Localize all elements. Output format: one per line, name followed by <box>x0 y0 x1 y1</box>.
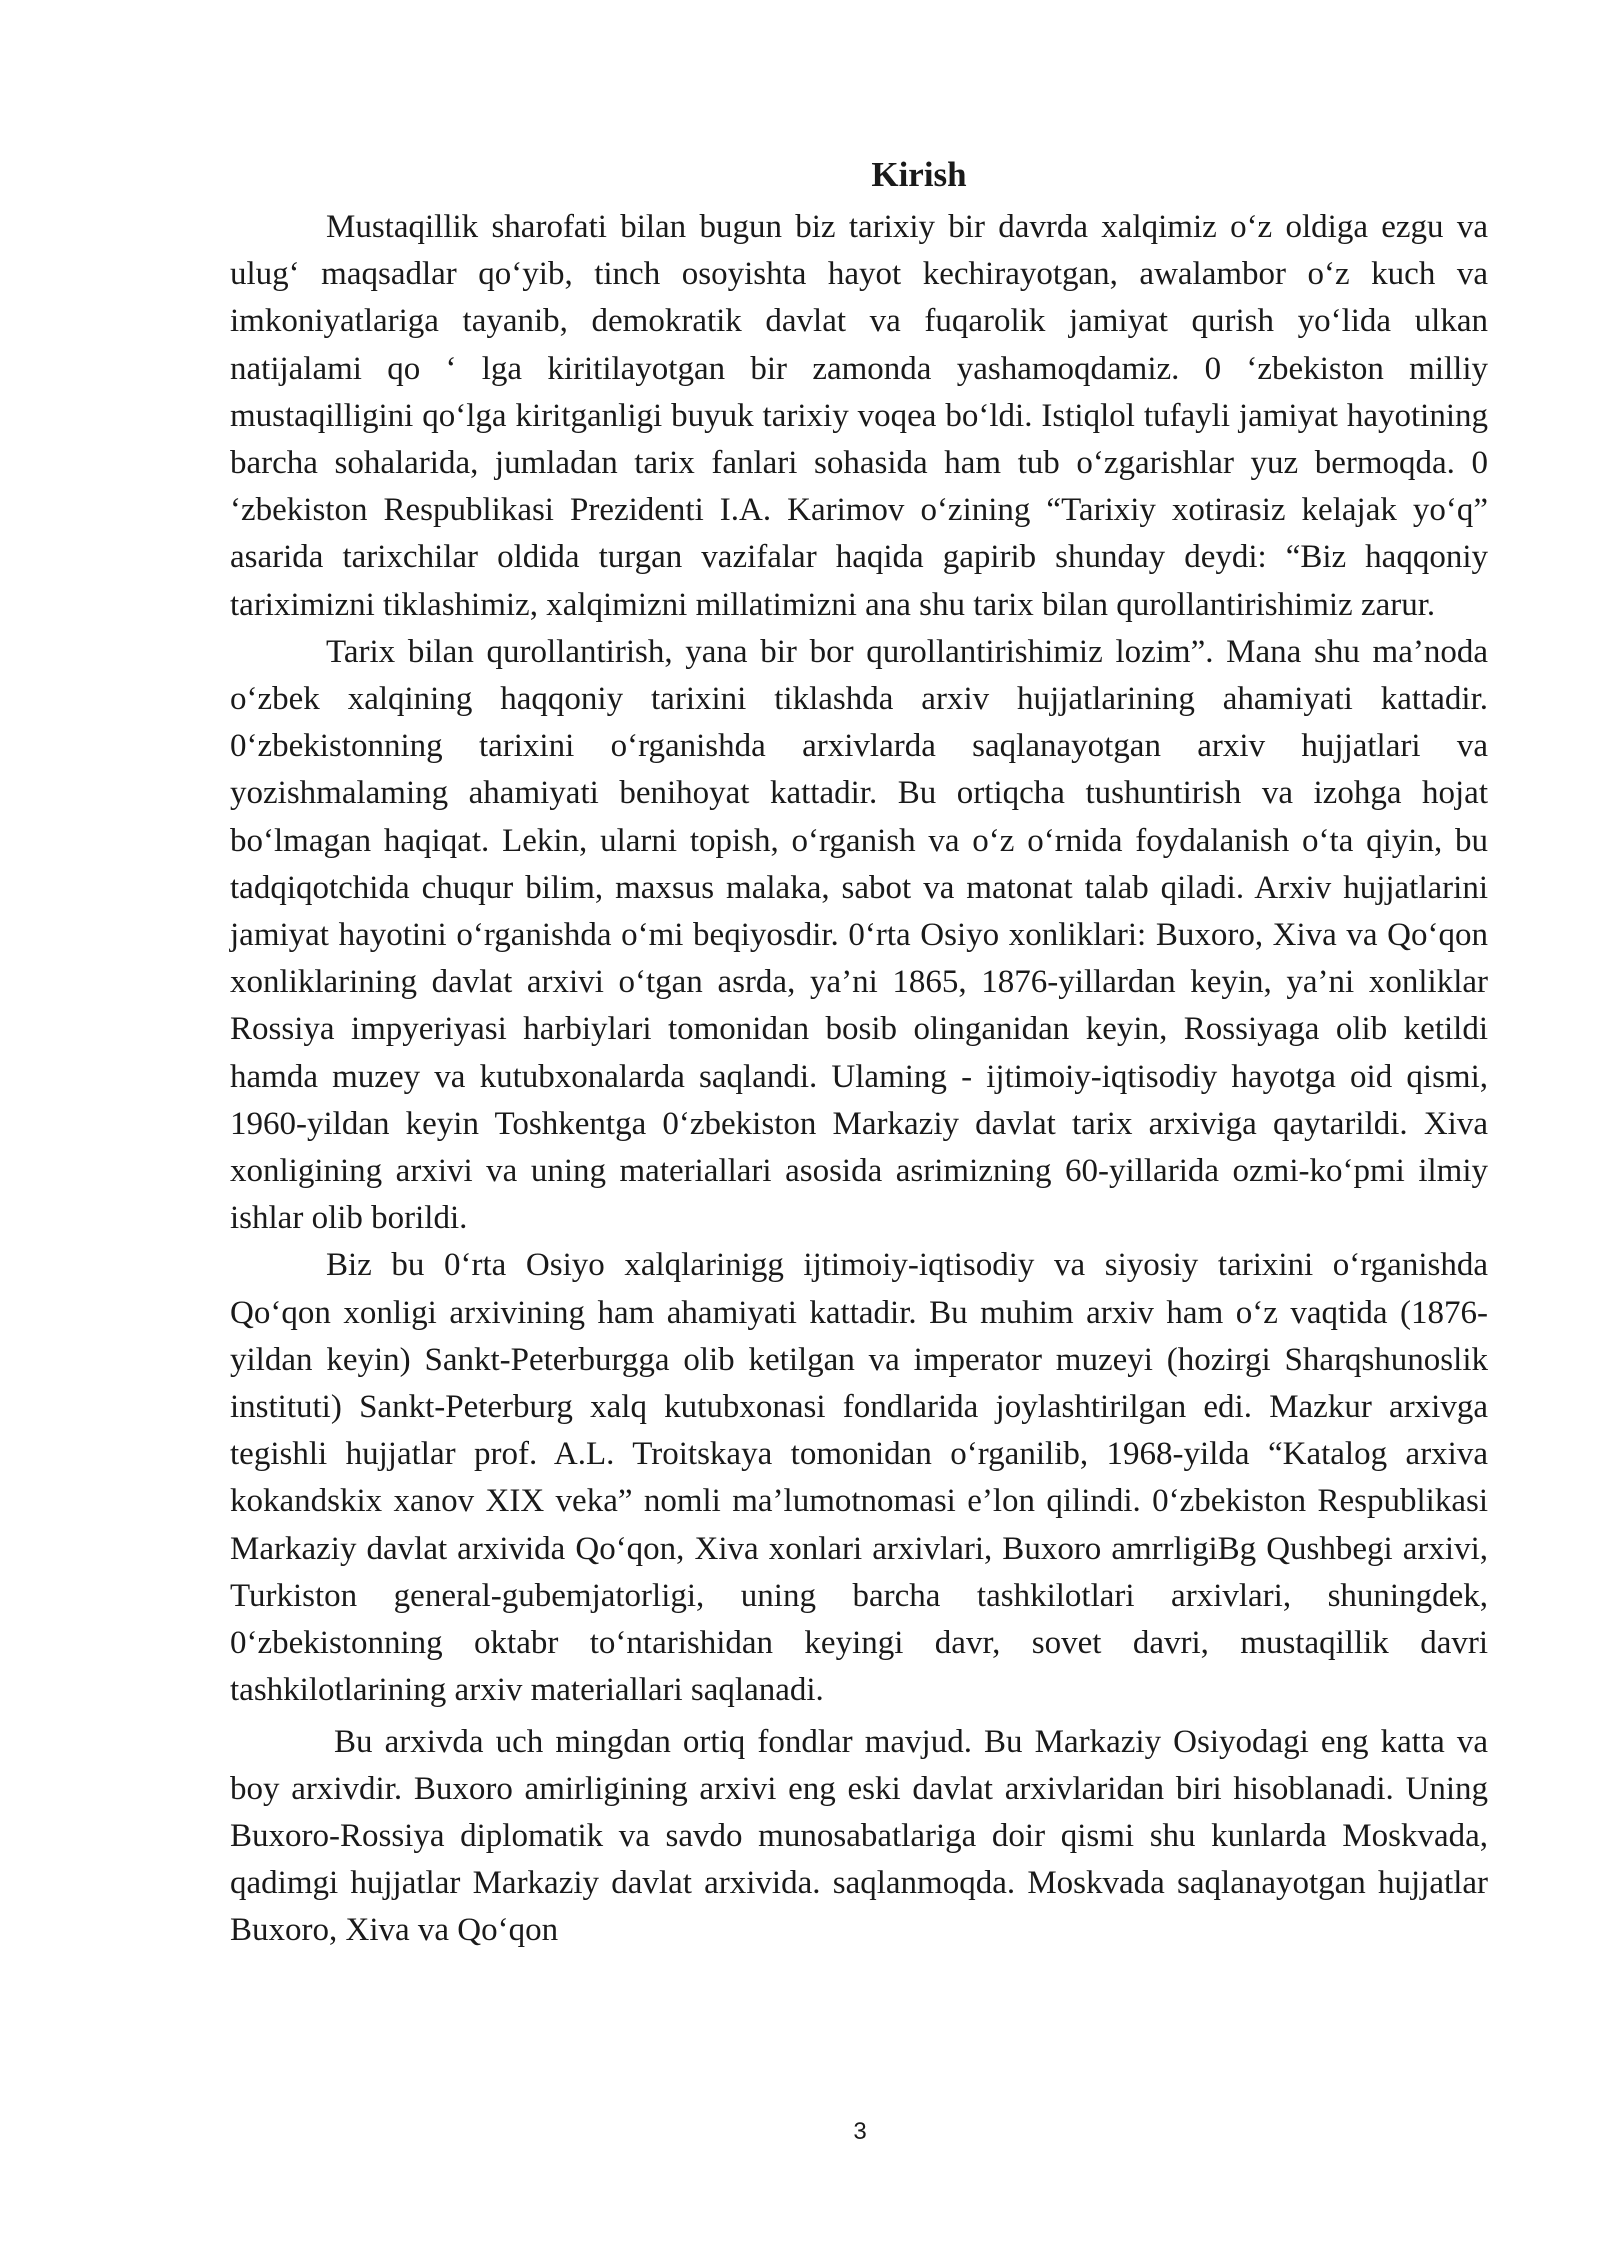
paragraph-1: Mustaqillik sharofati bilan bugun biz tarixiy bir davrda xalqimiz o‘z oldiga ezgu va ulug‘ maqsadlar qo‘yib, tinch osoyishta hayot kechirayotgan, awalambor o‘z kuch va imkoniyatlariga tayanib, demokratik davlat va fuqarolik jamiyat qurish yo‘lida ulkan natijalami qo ‘ lga kiritilayotgan bir zamonda yashamoqdamiz. 0 ‘zbekiston milliy mustaqilligini qo‘lga kiritganligi buyuk tarixiy voqea bo‘ldi. Istiqlol tufayli jamiyat hayotining barcha sohalarida, jumladan tarix fanlari sohasida ham tub o‘zgarishlar yuz bermoqda. 0 ‘zbekiston Respublikasi Prezidenti I.A. Karimov o‘zining “Tarixiy xotirasiz kelajak yo‘q” asarida tarixchilar oldida turgan vazifalar haqida gapirib shunday deydi: “Biz haqqoniy tariximizni tiklashimiz, xalqimizni millatimizni ana shu tarix bilan qurollantirishimiz zarur. <box>230 209 1488 623</box>
page-number: 3 <box>853 2118 867 2145</box>
document-body <box>230 150 1488 1955</box>
page-title: Kirish <box>871 155 967 194</box>
paragraph-4: Bu arxivda uch mingdan ortiq fondlar mavjud. Bu Markaziy Osiyodagi eng katta va boy arxivdir. Buxoro amirligining arxivi eng eski davlat arxivlaridan biri hisoblanadi. Uning Buxoro-Rossiya diplomatik va savdo munosabatlariga doir qismi shu kunlarda Moskvada, qadimgi hujjatlar Markaziy davlat arxivida. saqlanmoqda. Moskvada saqlanayotgan hujjatlar Buxoro, Xiva va Qo‘qon <box>230 1723 1488 1949</box>
paragraph-2: Tarix bilan qurollantirish, yana bir bor qurollantirishimiz lozim”. Mana shu ma’noda o‘zbek xalqining haqqoniy tarixini tiklashda arxiv hujjatlarining ahamiyati kattadir. 0‘zbekistonning tarixini o‘rganishda arxivlarda saqlanayotgan arxiv hujjatlari va yozishmalaming ahamiyati benihoyat kattadir. Bu ortiqcha tushuntirish va izohga hojat bo‘lmagan haqiqat. Lekin, ularni topish, o‘rganish va o‘z o‘rnida foydalanish o‘ta qiyin, bu tadqiqotchida chuqur bilim, maxsus malaka, sabot va matonat talab qiladi. Arxiv hujjatlarini jamiyat hayotini o‘rganishda o‘mi beqiyosdir. 0‘rta Osiyo xonliklari: Buxoro, Xiva va Qo‘qon xonliklarining davlat arxivi o‘tgan asrda, ya’ni 1865, 1876-yillardan keyin, ya’ni xonliklar Rossiya impyeriyasi harbiylari tomonidan bosib olinganidan keyin, Rossiyaga olib ketildi hamda muzey va kutubxonalarda saqlandi. Ulaming - ijtimoiy-iqtisodiy hayotga oid qismi, 1960-yildan keyin Toshkentga 0‘zbekiston Markaziy davlat tarix arxiviga qaytarildi. Xiva xonligining arxivi va uning materiallari asosida asrimizning 60-yillarida ozmi-ko‘pmi ilmiy ishlar olib borildi. <box>230 633 1488 1237</box>
paragraph-3: Biz bu 0‘rta Osiyo xalqlarinigg ijtimoiy-iqtisodiy va siyosiy tarixini o‘rganishda Qo‘qon xonligi arxivining ham ahamiyati kattadir. Bu muhim arxiv ham o‘z vaqtida (1876-yildan keyin) Sankt-Peterburgga olib ketilgan va imperator muzeyi (hozirgi Sharqshunoslik instituti) Sankt-Peterburg xalq kutubxonasi fondlarida joylashtirilgan edi. Mazkur arxivga tegishli hujjatlar prof. A.L. Troitskaya tomonidan o‘rganilib, 1968-yilda “Katalog arxiva kokandskix xanov XIX veka” nomli ma’lumotnomasi e’lon qilindi. 0‘zbekiston Respublikasi Markaziy davlat arxivida Qo‘qon, Xiva xonlari arxivlari, Buxoro amrrligiBg Qushbegi arxivi, Turkiston general-gubemjatorligi, uning barcha tashkilotlari arxivlari, shuningdek, 0‘zbekistonning oktabr to‘ntarishidan keyingi davr, sovet davri, mustaqillik davri tashkilotlarining arxiv materiallari saqlanadi. <box>230 1247 1488 1709</box>
